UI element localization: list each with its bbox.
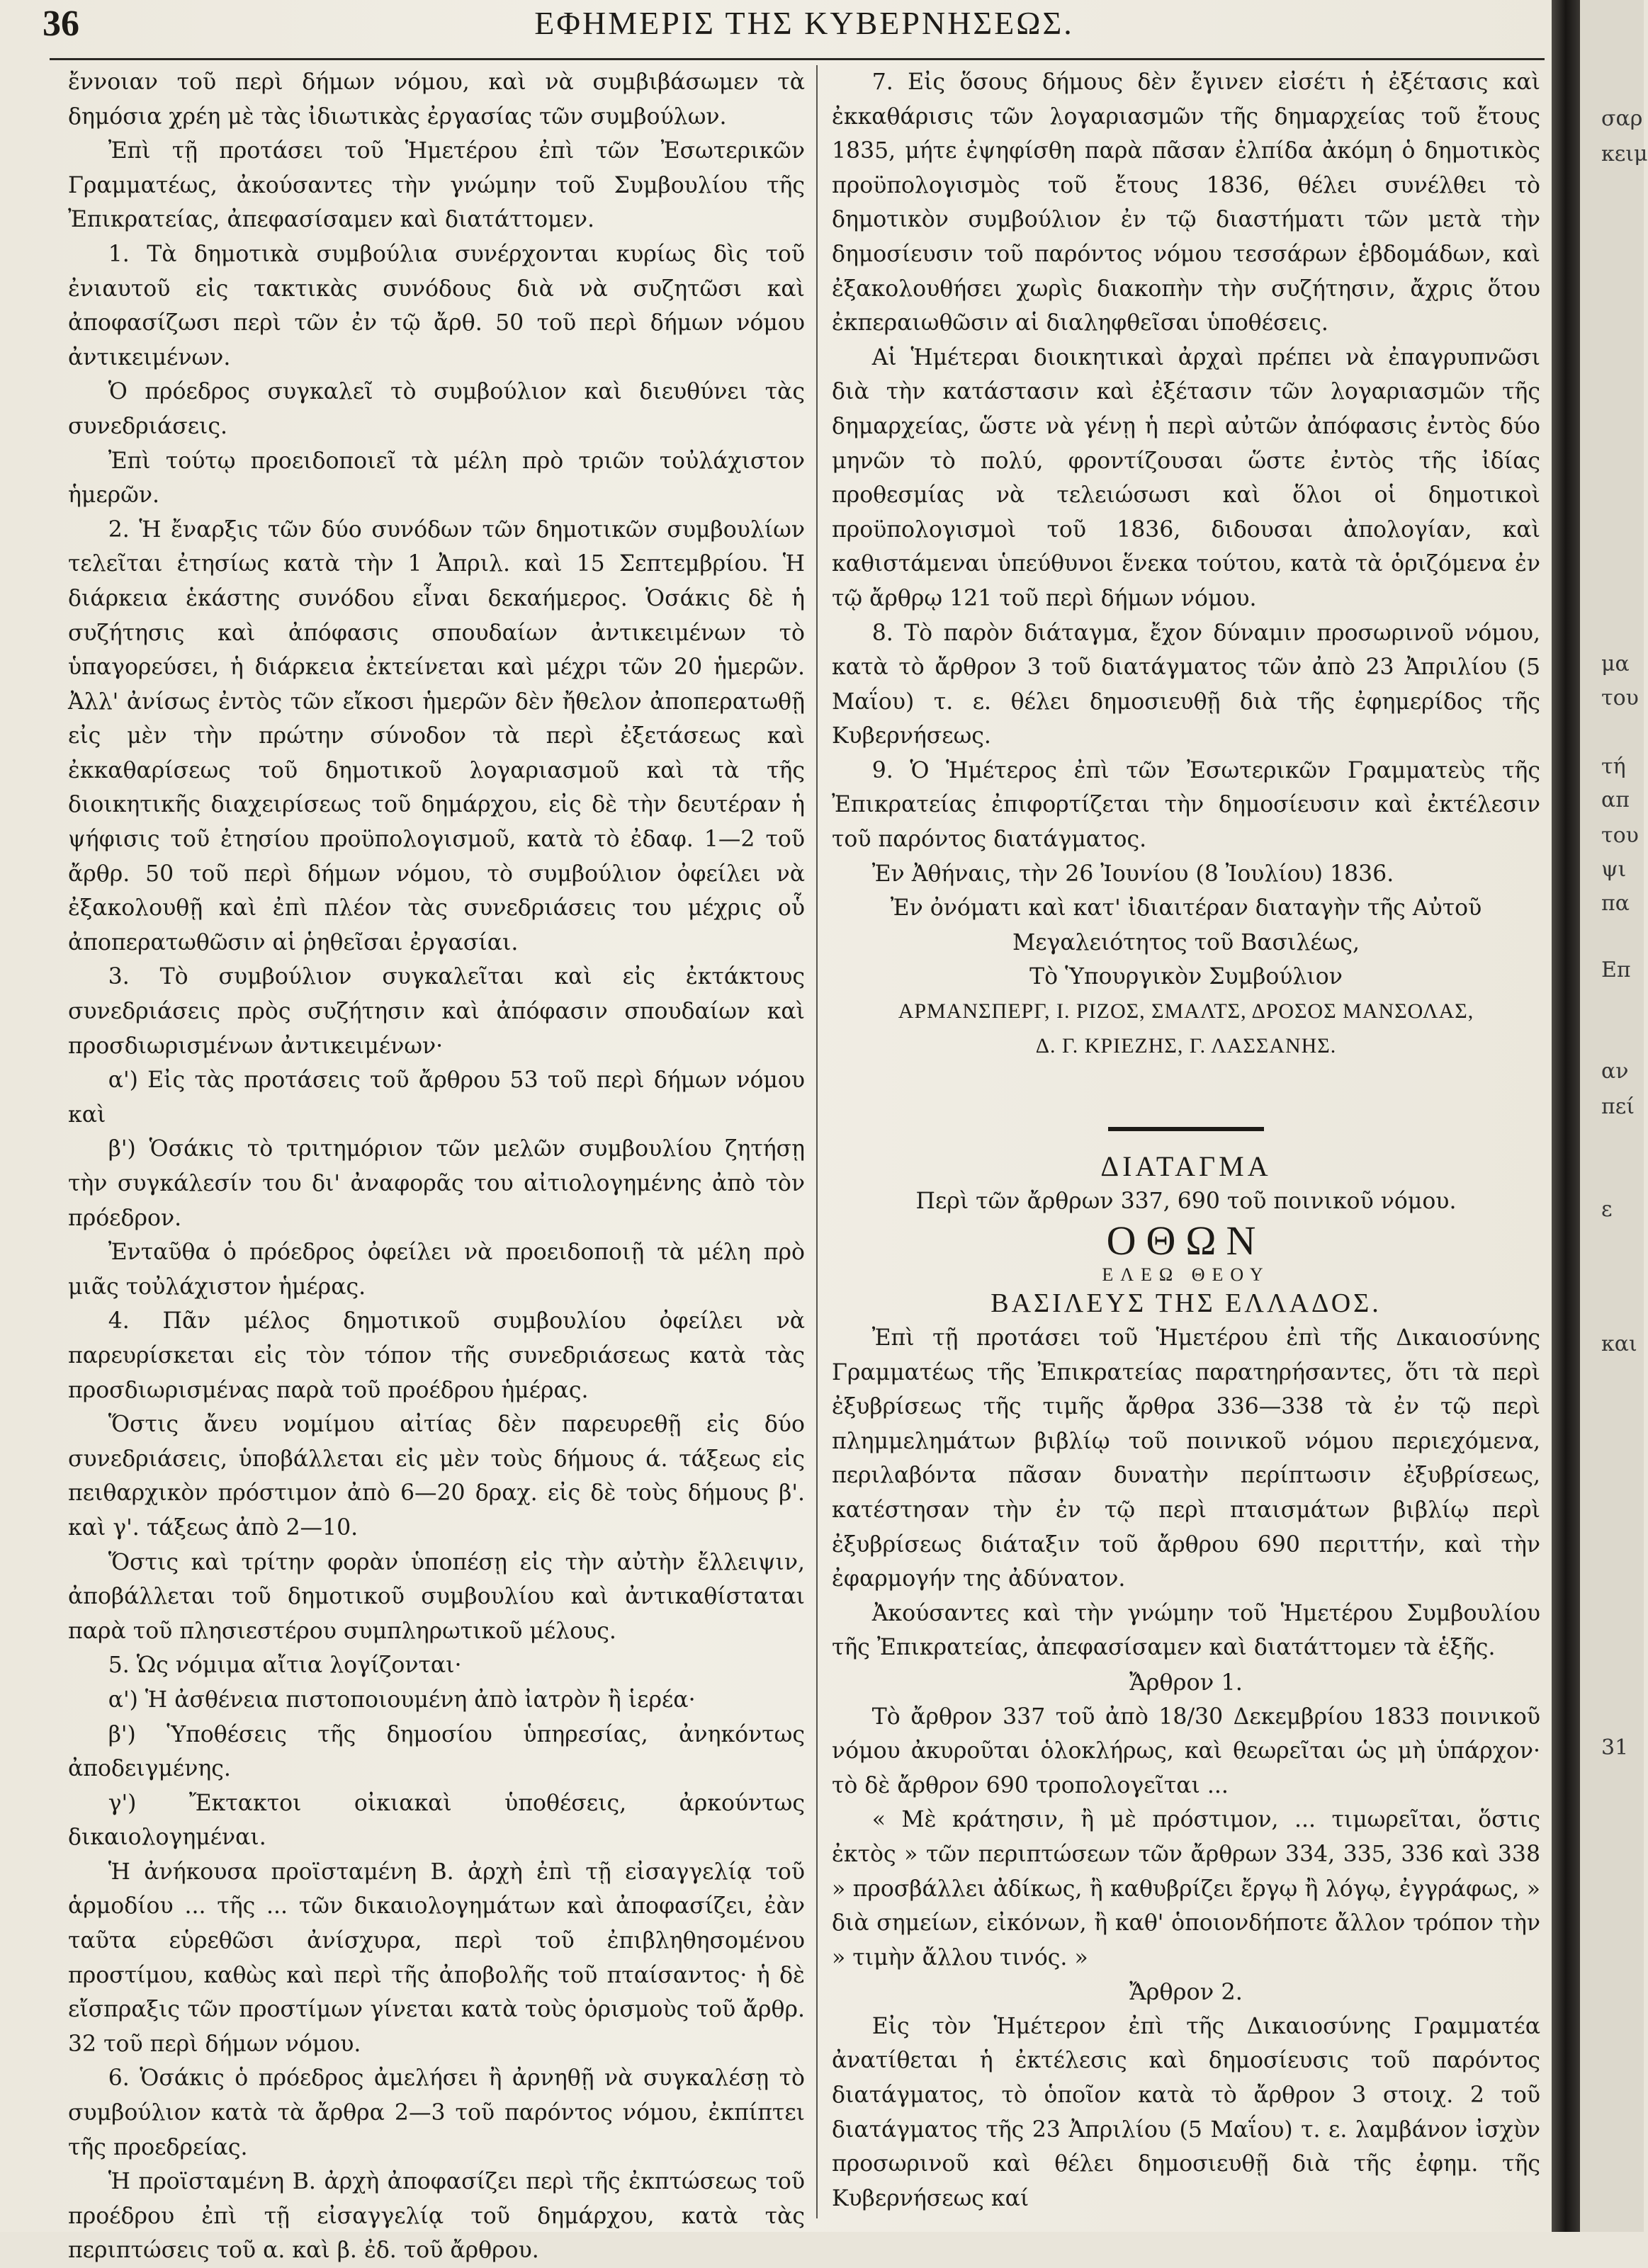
- king-name: ΟΘΩΝ: [1106, 1218, 1266, 1264]
- paragraph: α') Εἰς τὰς προτάσεις τοῦ ἄρθρου 53 τοῦ περὶ δήμων νόμου καὶ: [68, 1067, 805, 1128]
- paragraph: β') Ὁσάκις τὸ τριτημόριον τῶν μελῶν συμβουλίου ζητήσῃ τὴν συγκάλεσίν του δι' ἀναφορᾶς του αἰτιολογημένης ἀπὸ τὸν πρόεδρον.: [68, 1136, 805, 1231]
- page-header: [43, 0, 1537, 57]
- paragraph: α') Ἡ ἀσθένεια πιστοποιουμένη ἀπὸ ἰατρὸν ἢ ἱερέα·: [108, 1686, 696, 1713]
- edge-text: αν: [1601, 1059, 1629, 1084]
- left-column: [68, 65, 805, 2264]
- edge-text: 31: [1601, 1735, 1629, 1760]
- header-rule: [50, 58, 1545, 60]
- right-column: [832, 65, 1540, 2218]
- edge-text: πα: [1601, 891, 1630, 916]
- edge-text: μα: [1601, 652, 1630, 676]
- paragraph: 9. Ὁ Ἡμέτερος ἐπὶ τῶν Ἐσωτερικῶν Γραμματεὺς τῆς Ἐπικρατείας ἐπιφορτίζεται τὴν δημοσίευσιν καὶ ἐκτέλεσιν τοῦ παρόντος διατάγματος.: [832, 757, 1540, 853]
- authority-line: Ἐν ὀνόματι καὶ κατ' ἰδιαιτέραν διαταγὴν τῆς Αὐτοῦ: [890, 895, 1482, 922]
- grace-of-god: ΕΛΕΩ ΘΕΟΥ: [1102, 1264, 1270, 1286]
- signers: ΑΡΜΑΝΣΠΕΡΓ, Ι. ΡΙΖΟΣ, ΣΜΑΛΤΣ, ΔΡΟΣΟΣ ΜΑΝΣΟΛΑΣ,: [898, 999, 1474, 1024]
- paragraph: β') Ὑποθέσεις τῆς δημοσίου ὑπηρεσίας, ἀνηκόντως ἀποδειγμένης.: [68, 1721, 805, 1782]
- paragraph: 8. Τὸ παρὸν διάταγμα, ἔχον δύναμιν προσωρινοῦ νόμου, κατὰ τὸ ἄρθρον 3 τοῦ διατάγματος τῶν ἀπὸ 23 Ἀπριλίου (5 Μαΐου) τ. ε. θέλει δημοσιευθῇ διὰ τῆς ἐφημερίδος τῆς Κυβερνήσεως.: [832, 620, 1540, 749]
- paragraph: 3. Τὸ συμβούλιον συγκαλεῖται καὶ εἰς ἐκτάκτους συνεδριάσεις πρὸς συζήτησιν καὶ ἀπόφασιν σπουδαίων καὶ προσδιωρισμένων ἀντικειμένων·: [68, 964, 805, 1059]
- paragraph: Εἰς τὸν Ἡμέτερον ἐπὶ τῆς Δικαιοσύνης Γραμματέα ἀνατίθεται ἡ ἐκτέλεσις καὶ δημοσίευσις τοῦ παρόντος διατάγματος, τὸ ὁποῖον κατὰ τὸ ἄρθρον 3 στοιχ. 2 τοῦ διατάγματος τῆς 23 Ἀπριλίου (5 Μαΐου) τ. ε. λαμβάνον ἰσχὺν προσωρινοῦ καὶ θέλει δημοσιευθῇ διὰ τῆς ἐφημ. τῆς Κυβερνήσεως καί: [832, 2013, 1540, 2211]
- authority-line: Τὸ Ὑπουργικὸν Συμβούλιον: [1029, 964, 1343, 990]
- authority-line: Μεγαλειότητος τοῦ Βασιλέως,: [1012, 929, 1360, 956]
- paragraph: Ὅστις καὶ τρίτην φορὰν ὑποπέσῃ εἰς τὴν αὐτὴν ἔλλειψιν, ἀποβάλλεται τοῦ δημοτικοῦ συμβουλίου καὶ ἀντικαθίσταται παρὰ τοῦ πλησιεστέρου συμπληρωτικοῦ μέλους.: [68, 1549, 805, 1644]
- paragraph: Τὸ ἄρθρον 337 τοῦ ἀπὸ 18/30 Δεκεμβρίου 1833 ποινικοῦ νόμου ἀκυροῦται ὁλοκλήρως, καὶ θεωρεῖται ὡς μὴ ὑπάρχον· τὸ δὲ ἄρθρον 690 τροπολογεῖται ...: [832, 1703, 1540, 1798]
- paragraph: Ἡ προϊσταμένη Β. ἀρχὴ ἀποφασίζει περὶ τῆς ἐκπτώσεως τοῦ προέδρου ἐπὶ τῇ εἰσαγγελίᾳ τοῦ δημάρχου, κατὰ τὰς περιπτώσεις τοῦ α. καὶ β. ἐδ. τοῦ ἄρθρου.: [68, 2169, 805, 2264]
- paragraph: Ἐπὶ τῇ προτάσει τοῦ Ἡμετέρου ἐπὶ τῆς Δικαιοσύνης Γραμματέως τῆς Ἐπικρατείας παρατηρήσαντες, ὅτι τὰ περὶ ἐξυβρίσεως τῆς τιμῆς ἄρθρα 336—338 τὰ ἐν τῷ περὶ πλημμελημάτων βιβλίῳ τοῦ ποινικοῦ νόμου περιεχόμενα, περιλαβόντα πᾶσαν δυνατὴν περίπτωσιν ἐξυβρίσεως, κατέστησαν τὴν ἐν τῷ περὶ πταισμάτων βιβλίῳ περὶ ἐξυβρίσεως διάταξιν τοῦ ἄρθρου 690 περιττήν, καὶ τὴν ἐφαρμογήν της ἀδύνατον.: [832, 1325, 1540, 1592]
- paragraph: Ἐνταῦθα ὁ πρόεδρος ὀφείλει νὰ προειδοποιῇ τὰ μέλη πρὸ μιᾶς τοὐλάχιστον ἡμέρας.: [68, 1240, 805, 1300]
- article-heading: Ἄρθρον 2.: [1129, 1978, 1243, 2006]
- paragraph: Ἡ ἀνήκουσα προϊσταμένη Β. ἀρχὴ ἐπὶ τῇ εἰσαγγελίᾳ τοῦ ἁρμοδίου ... τῆς ... τῶν δικαιολογημάτων καὶ ἀποφασίζει, ἐὰν ταῦτα εὑρεθῶσι ἀνίσχυρα, περὶ τοῦ ἐπιβληθησομένου προστίμου, καθὼς καὶ περὶ τῆς ἀποβολῆς τοῦ πταίσαντος· ἡ δὲ εἴσπραξις τῶν προστίμων γίνεται κατὰ τοὺς ὁρισμοὺς τοῦ ἄρθρ. 32 τοῦ περὶ δήμων νόμου.: [68, 1859, 805, 2057]
- paragraph: 2. Ἡ ἔναρξις τῶν δύο συνόδων τῶν δημοτικῶν συμβουλίων τελεῖται ἐτησίως κατὰ τὴν 1 Ἀπριλ. καὶ 15 Σεπτεμβρίου. Ἡ διάρκεια ἑκάστης συνόδου εἶναι δεκαήμερος. Ὁσάκις δὲ ἡ συζήτησις καὶ ἀπόφασις σπουδαίων ἀντικειμένων τὸ ὑπαγορεύσει, ἡ διάρκεια ἐκτείνεται καὶ μέχρι τῶν 20 ἡμερῶν. Ἀλλ' ἀνίσως ἐντὸς τῶν εἴκοσι ἡμερῶν δὲν ἤθελον ἀποπερατωθῇ εἰς μὲν τὴν πρώτην σύνοδον τὰ περὶ ἐξετάσεως καὶ ἐκκαθαρίσεως τοῦ δημοτικοῦ λογαριασμοῦ καὶ τὰ τῆς διοικητικῆς διαχειρίσεως τοῦ δημάρχου, εἰς δὲ τὴν δευτέραν ἡ ψήφισις τοῦ ἐτησίου προϋπολογισμοῦ, κατὰ τὸ ἐδαφ. 1—2 τοῦ ἄρθρ. 50 τοῦ περὶ δήμων νόμου, τὸ συμβούλιον ὀφείλει νὰ ἐξακολουθῇ καὶ ἐπὶ πλέον τὰς συνεδριάσεις του μέχρις οὗ ἀποπερατωθῶσιν αἱ ῥηθεῖσαι ἐργασίαι.: [68, 516, 805, 956]
- paragraph: Ὁ πρόεδρος συγκαλεῖ τὸ συμβούλιον καὶ διευθύνει τὰς συνεδριάσεις.: [68, 379, 805, 439]
- column-divider: [816, 65, 818, 2218]
- paragraph: Ἀκούσαντες καὶ τὴν γνώμην τοῦ Ἡμετέρου Συμβουλίου τῆς Ἐπικρατείας, ἀπεφασίσαμεν καὶ διατάττομεν τὰ ἑξῆς.: [832, 1600, 1540, 1661]
- paragraph: Ὅστις ἄνευ νομίμου αἰτίας δὲν παρευρεθῇ εἰς δύο συνεδριάσεις, ὑποβάλλεται εἰς μὲν τοὺς δήμους ά. τάξεως εἰς πειθαρχικὸν πρόστιμον ἀπὸ 6—20 δραχ. εἰς δὲ τοὺς δήμους β'. καὶ γ'. τάξεως ἀπὸ 2—10.: [68, 1412, 805, 1541]
- quoted-text: « Μὲ κράτησιν, ἢ μὲ πρόστιμον, ... τιμωρεῖται, ὅστις ἐκτὸς » τῶν περιπτώσεων τῶν ἄρθρων 334, 335, 336 καὶ 338 » προσβάλλει ἀδίκως, ἢ καθυβρίζει ἔργῳ ἢ λόγῳ, ἐγγράφως, » διὰ σημείων, εἰκόνων, ἢ καθ' ὁποιονδήποτε ἄλλον τρόπον τὴν » τιμὴν ἄλλου τινός. »: [832, 1807, 1540, 1971]
- edge-text: ψι: [1601, 857, 1627, 882]
- page-number: 36: [43, 4, 79, 44]
- decree-title: ΔΙΑΤΑΓΜΑ: [1100, 1150, 1272, 1183]
- edge-text: σαρ: [1601, 106, 1643, 131]
- signers: Δ. Γ. ΚΡΙΕΖΗΣ, Γ. ΛΑΣΣΑΝΗΣ.: [1035, 1033, 1337, 1058]
- edge-text: κειμ: [1601, 142, 1648, 166]
- edge-text: του: [1601, 686, 1639, 710]
- paragraph: Ἐπὶ τῇ προτάσει τοῦ Ἡμετέρου ἐπὶ τῶν Ἐσωτερικῶν Γραμματέως, ἀκούσαντες τὴν γνώμην τοῦ Συμβουλίου τῆς Ἐπικρατείας, ἀπεφασίσαμεν καὶ διατάττομεν.: [68, 138, 805, 233]
- edge-text: και: [1601, 1332, 1637, 1356]
- paragraph: 4. Πᾶν μέλος δημοτικοῦ συμβουλίου ὀφείλει νὰ παρευρίσκεται εἰς τὸν τόπον τῆς συνεδριάσεως κατὰ τὰς προσδιωρισμένας παρὰ τοῦ προέδρου ἡμέρας.: [68, 1308, 805, 1403]
- edge-text: τή: [1601, 754, 1626, 779]
- edge-text: ε: [1601, 1197, 1613, 1222]
- article-heading: Ἄρθρον 1.: [1129, 1668, 1243, 1696]
- facing-page-edge: [1580, 0, 1648, 2232]
- decree-subtitle: Περὶ τῶν ἄρθρων 337, 690 τοῦ ποινικοῦ νόμου.: [915, 1188, 1457, 1214]
- edge-text: πεί: [1601, 1094, 1635, 1119]
- paragraph: 7. Εἰς ὅσους δήμους δὲν ἔγινεν εἰσέτι ἡ ἐξέτασις καὶ ἐκκαθάρισις τῶν λογαριασμῶν τῆς δημαρχείας τοῦ ἔτους 1835, μήτε ἐψηφίσθη παρὰ πᾶσαν ἐλπίδα ἀκόμη ὁ δημοτικὸς προϋπολογισμὸς τοῦ ἔτους 1836, θέλει συνέλθει τὸ δημοτικὸν συμβούλιον ἐν τῷ διαστήματι τῶν μετὰ τὴν δημοσίευσιν τοῦ παρόντος νόμου τεσσάρων ἑβδομάδων, καὶ ἐξακολουθήσει χωρὶς διακοπὴν τὴν συζήτησιν, ἄχρις ὅτου ἐκπεραιωθῶσιν αἱ διαληφθεῖσαι ὑποθέσεις.: [832, 69, 1540, 336]
- book-spine: [1552, 0, 1580, 2232]
- paragraph: 5. Ὡς νόμιμα αἴτια λογίζονται·: [108, 1652, 462, 1679]
- paragraph: ἔννοιαν τοῦ περὶ δήμων νόμου, καὶ νὰ συμβιβάσωμεν τὰ δημόσια χρέη μὲ τὰς ἰδιωτικὰς ἐργασίας τῶν συμβούλων.: [68, 69, 805, 130]
- king-title: ΒΑΣΙΛΕΥΣ ΤΗΣ ΕΛΛΑΔΟΣ.: [991, 1288, 1382, 1319]
- paragraph: γ') Ἔκτακτοι οἰκιακαὶ ὑποθέσεις, ἀρκούντως δικαιολογημέναι.: [68, 1790, 805, 1851]
- paragraph: 6. Ὁσάκις ὁ πρόεδρος ἀμελήσει ἢ ἀρνηθῇ νὰ συγκαλέσῃ τὸ συμβούλιον κατὰ τὰ ἄρθρα 2—3 τοῦ παρόντος νόμου, ἐκπίπτει τῆς προεδρείας.: [68, 2065, 805, 2160]
- section-rule: [1108, 1127, 1264, 1131]
- journal-title: ΕΦΗΜΕΡΙΣ ΤΗΣ ΚΥΒΕΡΝΗΣΕΩΣ.: [534, 5, 1074, 41]
- dateline: Ἐν Ἀθήναις, τὴν 26 Ἰουνίου (8 Ἰουλίου) 1836.: [871, 861, 1394, 887]
- paragraph: Αἱ Ἡμέτεραι διοικητικαὶ ἀρχαὶ πρέπει νὰ ἐπαγρυπνῶσι διὰ τὴν κατάστασιν καὶ ἐξέτασιν τῶν λογαριασμῶν τῆς δημαρχείας, ὥστε νὰ γένῃ ἡ περὶ αὐτῶν ἀπόφασις ἐντὸς δύο μηνῶν τὸ πολύ, φροντίζουσαι ὥστε ἐντὸς τῆς ἰδίας προθεσμίας νὰ τελειώσωσι καὶ ὅλοι οἱ δημοτικοὶ προϋπολογισμοὶ τοῦ 1836, διδουσαι ἀπολογίαν, καὶ καθιστάμεναι ὑπεύθυνοι ἕνεκα τούτου, κατὰ τὰ ὁριζόμενα ἐν τῷ ἄρθρῳ 121 τοῦ περὶ δήμων νόμου.: [832, 344, 1540, 611]
- edge-text: Επ: [1601, 958, 1631, 982]
- paragraph: 1. Τὰ δημοτικὰ συμβούλια συνέρχονται κυρίως δὶς τοῦ ἐνιαυτοῦ εἰς τακτικὰς συνόδους διὰ νὰ συζητῶσι καὶ ἀποφασίζωσι περὶ τῶν ἐν τῷ ἄρθ. 50 τοῦ περὶ δήμων νόμου ἀντικειμένων.: [68, 241, 805, 370]
- edge-text: του: [1601, 823, 1639, 848]
- paragraph: Ἐπὶ τούτῳ προειδοποιεῖ τὰ μέλη πρὸ τριῶν τοὐλάχιστον ἡμερῶν.: [68, 448, 805, 509]
- edge-text: απ: [1601, 788, 1630, 812]
